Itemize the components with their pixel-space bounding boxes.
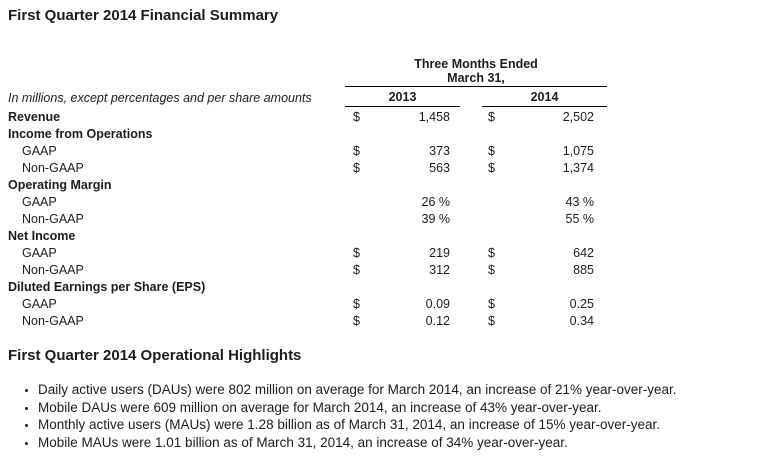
table-row-section-income-from-operations — [0, 126, 760, 143]
cell-value: 373 — [429, 144, 450, 158]
cell-value: 0.12 — [425, 314, 450, 328]
value-cell-2014 — [482, 228, 607, 245]
row-label: Income from Operations — [8, 127, 153, 141]
table-row-net-income-gaap — [0, 245, 760, 262]
table-row-margin-non-gaap — [0, 211, 760, 228]
cell-value: 2,502 — [562, 110, 594, 124]
row-label: GAAP — [22, 246, 57, 260]
period-header-line1: Three Months Ended — [414, 57, 538, 71]
value-cell-2013 — [345, 160, 460, 177]
dollar-sign: $ — [353, 144, 360, 158]
value-cell-2013 — [345, 211, 460, 228]
value-cell-2013 — [345, 313, 460, 330]
value-cell-2013 — [345, 279, 460, 296]
dollar-sign: $ — [353, 314, 360, 328]
row-label: Non-GAAP — [22, 212, 84, 226]
value-cell-2014 — [482, 126, 607, 143]
financial-summary-title: First Quarter 2014 Financial Summary — [8, 7, 279, 24]
units-note: In millions, except percentages and per share amounts — [8, 91, 312, 105]
value-cell-2013 — [345, 109, 460, 126]
period-header — [345, 57, 607, 87]
cell-value: 219 — [429, 246, 450, 260]
table-row-section-diluted-eps — [0, 279, 760, 296]
highlights-list — [12, 381, 760, 451]
highlight-item-daus: • Daily active users (DAUs) were 802 million on average for March 2014, an increase of 21% year-over-year. — [38, 381, 760, 399]
dollar-sign: $ — [353, 161, 360, 175]
table-row-income-non-gaap — [0, 160, 760, 177]
highlight-item-mobile-maus: • Mobile MAUs were 1.01 billion as of March 31, 2014, an increase of 34% year-over-year. — [38, 434, 760, 452]
dollar-sign: $ — [353, 246, 360, 260]
row-label: GAAP — [22, 144, 57, 158]
table-row-eps-gaap — [0, 296, 760, 313]
cell-value: 0.34 — [569, 314, 594, 328]
value-cell-2014 — [482, 262, 607, 279]
highlight-item-maus: • Monthly active users (MAUs) were 1.28 billion as of March 31, 2014, an increase of 15% year-over-year. — [38, 416, 760, 434]
row-label: Operating Margin — [8, 178, 112, 192]
row-label: Non-GAAP — [22, 161, 84, 175]
dollar-sign: $ — [488, 144, 495, 158]
dollar-sign: $ — [353, 110, 360, 124]
operational-highlights-title: First Quarter 2014 Operational Highlights — [8, 347, 302, 364]
value-cell-2014 — [482, 245, 607, 262]
value-cell-2014 — [482, 177, 607, 194]
table-row-income-gaap — [0, 143, 760, 160]
dollar-sign: $ — [488, 161, 495, 175]
period-header-line2: March 31, — [447, 71, 505, 85]
dollar-sign: $ — [488, 297, 495, 311]
table-row-net-income-non-gaap — [0, 262, 760, 279]
highlight-item-mobile-daus: • Mobile DAUs were 609 million on average for March 2014, an increase of 43% year-over-year. — [38, 399, 760, 417]
row-label: Net Income — [8, 229, 76, 243]
dollar-sign: $ — [488, 263, 495, 277]
table-row-section-net-income — [0, 228, 760, 245]
cell-value: 26 % — [421, 195, 450, 209]
value-cell-2013 — [345, 228, 460, 245]
row-label: Non-GAAP — [22, 314, 84, 328]
cell-value: 1,458 — [418, 110, 450, 124]
value-cell-2014 — [482, 109, 607, 126]
cell-value: 885 — [573, 263, 594, 277]
cell-value: 39 % — [421, 212, 450, 226]
value-cell-2013 — [345, 143, 460, 160]
table-row-margin-gaap — [0, 194, 760, 211]
cell-value: 312 — [429, 263, 450, 277]
value-cell-2013 — [345, 296, 460, 313]
cell-value: 55 % — [565, 212, 594, 226]
value-cell-2014 — [482, 279, 607, 296]
value-cell-2014 — [482, 160, 607, 177]
table-row-eps-non-gaap — [0, 313, 760, 330]
value-cell-2014 — [482, 313, 607, 330]
value-cell-2013 — [345, 245, 460, 262]
cell-value: 1,374 — [562, 161, 594, 175]
column-header-2013: 2013 — [345, 90, 460, 107]
row-label: Diluted Earnings per Share (EPS) — [8, 280, 206, 294]
value-cell-2014 — [482, 143, 607, 160]
financial-table — [0, 109, 760, 330]
cell-value: 1,075 — [562, 144, 594, 158]
cell-value: 563 — [429, 161, 450, 175]
cell-value: 0.09 — [425, 297, 450, 311]
value-cell-2013 — [345, 262, 460, 279]
value-cell-2013 — [345, 126, 460, 143]
value-cell-2014 — [482, 211, 607, 228]
dollar-sign: $ — [488, 314, 495, 328]
table-row-section-operating-margin — [0, 177, 760, 194]
dollar-sign: $ — [353, 297, 360, 311]
dollar-sign: $ — [488, 246, 495, 260]
value-cell-2013 — [345, 194, 460, 211]
row-label: GAAP — [22, 195, 57, 209]
row-label: Revenue — [8, 110, 61, 124]
dollar-sign: $ — [488, 110, 495, 124]
value-cell-2014 — [482, 296, 607, 313]
column-header-2014: 2014 — [482, 90, 607, 107]
table-row-revenue — [0, 109, 760, 126]
cell-value: 642 — [573, 246, 594, 260]
value-cell-2013 — [345, 177, 460, 194]
dollar-sign: $ — [353, 263, 360, 277]
row-label: GAAP — [22, 297, 57, 311]
row-label: Non-GAAP — [22, 263, 84, 277]
value-cell-2014 — [482, 194, 607, 211]
cell-value: 43 % — [565, 195, 594, 209]
cell-value: 0.25 — [569, 297, 594, 311]
